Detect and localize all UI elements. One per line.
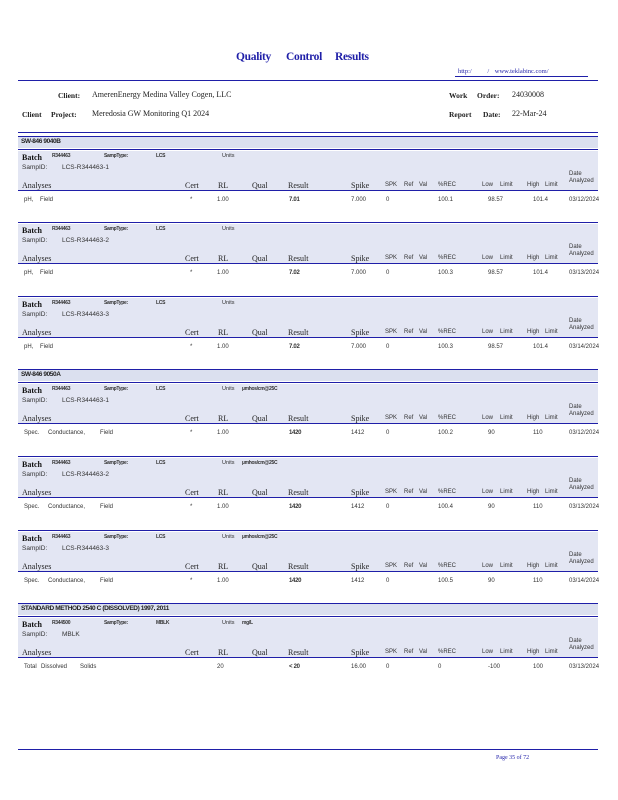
high-limit-value: 101.4: [533, 270, 549, 276]
analyzed-header: Analyzed: [569, 325, 594, 331]
analyte-word: Field: [100, 578, 114, 584]
samptype-value: MBLK: [156, 620, 170, 626]
analyte-word: Field: [100, 430, 114, 436]
analyte-word: Solids: [80, 664, 97, 670]
client-value: AmerenEnergy Medina Valley Cogen, LLC: [92, 90, 232, 99]
spike-value: 1412: [351, 578, 365, 584]
units-label: Units: [222, 534, 235, 540]
samptype-label: SampType:: [104, 534, 128, 540]
date-analyzed-value: 03/13/2024: [569, 504, 600, 510]
col-spike: Spike: [351, 414, 370, 423]
col-high: High: [527, 182, 540, 188]
col-low: Low: [482, 415, 494, 421]
sampid-value: LCS-R344463-1: [62, 164, 109, 171]
cert-value: *: [190, 430, 193, 436]
project-value: Meredosia GW Monitoring Q1 2024: [92, 109, 210, 118]
date-header: Date: [569, 244, 582, 250]
units-value: µmhos/cm@25C: [242, 460, 278, 466]
col-rl: RL: [218, 181, 229, 190]
cert-value: *: [190, 504, 193, 510]
col-analyses: Analyses: [22, 648, 52, 657]
date-analyzed-value: 03/12/2024: [569, 197, 600, 203]
col-analyses: Analyses: [22, 328, 52, 337]
col-ref: Ref: [404, 563, 414, 569]
col-cert: Cert: [185, 414, 199, 423]
header-rule-top: [18, 80, 598, 81]
rec-value: 100.4: [438, 504, 454, 510]
col-rl: RL: [218, 328, 229, 337]
samptype-label: SampType:: [104, 460, 128, 466]
analyte-word: Dissolved: [41, 664, 68, 670]
samptype-value: LCS: [156, 460, 166, 466]
col-low: Low: [482, 255, 494, 261]
batch-label: Batch: [22, 226, 42, 235]
footer-rule: [18, 749, 598, 750]
analyte-word: Field: [40, 344, 54, 350]
high-limit-value: 110: [533, 578, 543, 584]
analyzed-header: Analyzed: [569, 645, 594, 651]
title-word-quality: Quality: [236, 51, 271, 63]
col-val: Val: [419, 415, 428, 421]
rec-value: 0: [438, 664, 442, 670]
analyte-word: Field: [40, 270, 54, 276]
units-value: mg/L: [242, 620, 253, 626]
samptype-label: SampType:: [104, 226, 128, 232]
cert-value: *: [190, 270, 193, 276]
col-ref: Ref: [404, 489, 414, 495]
col-qual: Qual: [252, 414, 268, 423]
url-separator: /: [487, 68, 490, 75]
sampid-label: SampID:: [22, 471, 48, 478]
col-analyses: Analyses: [22, 254, 52, 263]
units-label: Units: [222, 620, 235, 626]
section-title: STANDARD METHOD 2540 C (DISSOLVED) 1997, 2011: [21, 605, 169, 612]
col-high-limit: Limit: [545, 255, 558, 261]
rl-value: 1.00: [217, 504, 229, 510]
analyte-word: Conductance,: [48, 504, 86, 510]
col-ref: Ref: [404, 255, 414, 261]
col-val: Val: [419, 563, 428, 569]
date-label: Date:: [483, 110, 501, 119]
spk-ref-value: 0: [386, 504, 390, 510]
low-limit-value: 90: [488, 504, 495, 510]
rl-value: 1.00: [217, 197, 229, 203]
batch-id: R344463: [52, 153, 71, 159]
col-val: Val: [419, 649, 428, 655]
col-low-limit: Limit: [500, 182, 513, 188]
col-low-limit: Limit: [500, 329, 513, 335]
batch-label: Batch: [22, 300, 42, 309]
section-header: [18, 369, 598, 381]
date-analyzed-value: 03/14/2024: [569, 344, 600, 350]
rl-value: 1.00: [217, 430, 229, 436]
result-value: 1420: [289, 430, 302, 436]
samptype-value: LCS: [156, 386, 166, 392]
analyte-word: Total: [24, 664, 37, 670]
col-ref: Ref: [404, 329, 414, 335]
project-label: Project:: [51, 110, 77, 119]
analyzed-header: Analyzed: [569, 559, 594, 565]
qc-batch-block: [18, 149, 598, 216]
project-label-client: Client: [22, 110, 42, 119]
header-underline: [18, 423, 598, 424]
date-header: Date: [569, 638, 582, 644]
spike-value: 1412: [351, 430, 365, 436]
rl-value: 1.00: [217, 270, 229, 276]
rl-value: 1.00: [217, 344, 229, 350]
col-analyses: Analyses: [22, 488, 52, 497]
sampid-label: SampID:: [22, 164, 48, 171]
col-low-limit: Limit: [500, 649, 513, 655]
url-underline: [455, 76, 588, 77]
date-header: Date: [569, 478, 582, 484]
url-site: www.teklabinc.com/: [494, 68, 549, 75]
date-analyzed-value: 03/12/2024: [569, 430, 600, 436]
units-label: Units: [222, 300, 235, 306]
analyte-word: pH,: [24, 344, 34, 350]
high-limit-value: 110: [533, 430, 543, 436]
col-spk: SPK: [385, 563, 398, 569]
samptype-value: LCS: [156, 534, 166, 540]
samptype-label: SampType:: [104, 620, 128, 626]
col-spike: Spike: [351, 254, 370, 263]
result-value: < 20: [289, 664, 300, 670]
high-limit-value: 101.4: [533, 197, 549, 203]
col-result: Result: [288, 328, 309, 337]
result-value: 7.01: [289, 197, 300, 203]
col-low: Low: [482, 563, 494, 569]
report-label: Report: [449, 110, 472, 119]
low-limit-value: 98.57: [488, 270, 504, 276]
col-high-limit: Limit: [545, 649, 558, 655]
col-rl: RL: [218, 562, 229, 571]
col-cert: Cert: [185, 181, 199, 190]
client-label: Client:: [58, 91, 81, 100]
analyzed-header: Analyzed: [569, 178, 594, 184]
col-rec: %REC: [438, 649, 457, 655]
rec-value: 100.2: [438, 430, 454, 436]
col-high-limit: Limit: [545, 563, 558, 569]
col-rl: RL: [218, 648, 229, 657]
col-low-limit: Limit: [500, 489, 513, 495]
col-low: Low: [482, 182, 494, 188]
low-limit-value: -100: [488, 664, 501, 670]
col-qual: Qual: [252, 181, 268, 190]
sampid-value: LCS-R344463-3: [62, 545, 109, 552]
units-label: Units: [222, 153, 235, 159]
date-analyzed-value: 03/13/2024: [569, 664, 600, 670]
col-spk: SPK: [385, 329, 398, 335]
units-label: Units: [222, 460, 235, 466]
header-underline: [18, 657, 598, 658]
col-cert: Cert: [185, 328, 199, 337]
high-limit-value: 100: [533, 664, 544, 670]
col-high-limit: Limit: [545, 329, 558, 335]
col-spike: Spike: [351, 181, 370, 190]
rl-value: 1.00: [217, 578, 229, 584]
batch-id: R344500: [52, 620, 71, 626]
sampid-label: SampID:: [22, 237, 48, 244]
header-underline: [18, 190, 598, 191]
date-header: Date: [569, 552, 582, 558]
date-header: Date: [569, 318, 582, 324]
report-date-value: 22-Mar-24: [512, 109, 547, 118]
col-val: Val: [419, 182, 428, 188]
col-rec: %REC: [438, 563, 457, 569]
col-low: Low: [482, 489, 494, 495]
col-rec: %REC: [438, 415, 457, 421]
col-low-limit: Limit: [500, 415, 513, 421]
col-rl: RL: [218, 488, 229, 497]
spk-ref-value: 0: [386, 578, 390, 584]
spike-value: 16.00: [351, 664, 367, 670]
sampid-label: SampID:: [22, 631, 48, 638]
spk-ref-value: 0: [386, 344, 390, 350]
title-word-results: Results: [335, 51, 369, 63]
col-low-limit: Limit: [500, 563, 513, 569]
samptype-label: SampType:: [104, 386, 128, 392]
units-value: µmhos/cm@25C: [242, 386, 278, 392]
batch-label: Batch: [22, 153, 42, 162]
batch-label: Batch: [22, 534, 42, 543]
col-low-limit: Limit: [500, 255, 513, 261]
spike-value: 1412: [351, 504, 365, 510]
col-qual: Qual: [252, 562, 268, 571]
qc-batch-block: [18, 530, 598, 597]
low-limit-value: 90: [488, 578, 495, 584]
qc-batch-block: [18, 616, 598, 683]
analyte-word: Spec.: [24, 430, 40, 436]
analyzed-header: Analyzed: [569, 485, 594, 491]
qc-batch-block: [18, 296, 598, 363]
spk-ref-value: 0: [386, 270, 390, 276]
batch-id: R344463: [52, 300, 71, 306]
col-spk: SPK: [385, 182, 398, 188]
col-result: Result: [288, 181, 309, 190]
col-ref: Ref: [404, 649, 414, 655]
section-title: SW-846 9050A: [21, 371, 61, 378]
batch-id: R344463: [52, 386, 71, 392]
col-high-limit: Limit: [545, 415, 558, 421]
date-analyzed-value: 03/14/2024: [569, 578, 600, 584]
low-limit-value: 98.57: [488, 197, 504, 203]
col-spk: SPK: [385, 255, 398, 261]
result-value: 1420: [289, 504, 302, 510]
units-value: µmhos/cm@25C: [242, 534, 278, 540]
work-order-value: 24030008: [512, 90, 544, 99]
qc-batch-block: [18, 382, 598, 449]
col-result: Result: [288, 562, 309, 571]
analyte-word: Conductance,: [48, 578, 86, 584]
col-result: Result: [288, 414, 309, 423]
col-low: Low: [482, 649, 494, 655]
analyte-word: Conductance,: [48, 430, 86, 436]
batch-id: R344463: [52, 534, 71, 540]
col-high: High: [527, 329, 540, 335]
col-qual: Qual: [252, 254, 268, 263]
url-prefix: http:/: [458, 68, 472, 75]
col-spk: SPK: [385, 489, 398, 495]
rl-value: 20: [217, 664, 224, 670]
sampid-value: MBLK: [62, 631, 80, 638]
col-result: Result: [288, 254, 309, 263]
analyte-word: Spec.: [24, 504, 40, 510]
page-number: Page 35 of 72: [496, 755, 530, 761]
section-header: [18, 136, 598, 148]
date-header: Date: [569, 404, 582, 410]
col-rl: RL: [218, 254, 229, 263]
col-rec: %REC: [438, 255, 457, 261]
low-limit-value: 90: [488, 430, 495, 436]
spk-ref-value: 0: [386, 664, 390, 670]
sampid-value: LCS-R344463-1: [62, 397, 109, 404]
analyzed-header: Analyzed: [569, 251, 594, 257]
result-value: 1420: [289, 578, 302, 584]
low-limit-value: 98.57: [488, 344, 504, 350]
samptype-value: LCS: [156, 300, 166, 306]
header-underline: [18, 571, 598, 572]
high-limit-value: 101.4: [533, 344, 549, 350]
col-high-limit: Limit: [545, 489, 558, 495]
batch-id: R344463: [52, 226, 71, 232]
section-title: SW-846 9040B: [21, 138, 61, 145]
cert-value: *: [190, 578, 193, 584]
col-high: High: [527, 649, 540, 655]
cert-value: *: [190, 344, 193, 350]
analyte-word: Field: [100, 504, 114, 510]
sampid-value: LCS-R344463-2: [62, 237, 109, 244]
sampid-label: SampID:: [22, 545, 48, 552]
col-cert: Cert: [185, 562, 199, 571]
analyte-word: Field: [40, 197, 54, 203]
col-rec: %REC: [438, 329, 457, 335]
col-high-limit: Limit: [545, 182, 558, 188]
sampid-value: LCS-R344463-2: [62, 471, 109, 478]
col-rec: %REC: [438, 182, 457, 188]
title-word-control: Control: [286, 51, 323, 63]
col-val: Val: [419, 329, 428, 335]
col-cert: Cert: [185, 254, 199, 263]
col-analyses: Analyses: [22, 562, 52, 571]
col-cert: Cert: [185, 648, 199, 657]
header-underline: [18, 337, 598, 338]
result-value: 7.02: [289, 270, 300, 276]
spk-ref-value: 0: [386, 430, 390, 436]
col-spk: SPK: [385, 415, 398, 421]
rec-value: 100.3: [438, 270, 454, 276]
analyte-word: pH,: [24, 270, 34, 276]
batch-label: Batch: [22, 460, 42, 469]
rec-value: 100.1: [438, 197, 454, 203]
analyte-word: pH,: [24, 197, 34, 203]
col-qual: Qual: [252, 328, 268, 337]
qc-batch-block: [18, 222, 598, 289]
spike-value: 7.000: [351, 197, 367, 203]
samptype-label: SampType:: [104, 300, 128, 306]
batch-label: Batch: [22, 386, 42, 395]
spike-value: 7.000: [351, 344, 367, 350]
rec-value: 100.3: [438, 344, 454, 350]
col-analyses: Analyses: [22, 414, 52, 423]
date-header: Date: [569, 171, 582, 177]
sampid-value: LCS-R344463-3: [62, 311, 109, 318]
batch-id: R344463: [52, 460, 71, 466]
col-spike: Spike: [351, 562, 370, 571]
high-limit-value: 110: [533, 504, 543, 510]
units-label: Units: [222, 386, 235, 392]
col-spk: SPK: [385, 649, 398, 655]
date-analyzed-value: 03/13/2024: [569, 270, 600, 276]
col-val: Val: [419, 255, 428, 261]
col-analyses: Analyses: [22, 181, 52, 190]
spk-ref-value: 0: [386, 197, 390, 203]
col-cert: Cert: [185, 488, 199, 497]
analyzed-header: Analyzed: [569, 411, 594, 417]
samptype-label: SampType:: [104, 153, 128, 159]
header-rule-bottom: [18, 132, 598, 133]
header-underline: [18, 263, 598, 264]
sampid-label: SampID:: [22, 397, 48, 404]
header-underline: [18, 497, 598, 498]
col-high: High: [527, 489, 540, 495]
order-label: Order:: [477, 91, 500, 100]
rec-value: 100.5: [438, 578, 454, 584]
qc-batch-block: [18, 456, 598, 523]
batch-label: Batch: [22, 620, 42, 629]
samptype-value: LCS: [156, 226, 166, 232]
col-ref: Ref: [404, 415, 414, 421]
col-rec: %REC: [438, 489, 457, 495]
work-label: Work: [449, 91, 468, 100]
section-header: [18, 603, 598, 615]
col-spike: Spike: [351, 648, 370, 657]
col-spike: Spike: [351, 328, 370, 337]
cert-value: *: [190, 197, 193, 203]
sampid-label: SampID:: [22, 311, 48, 318]
col-val: Val: [419, 489, 428, 495]
samptype-value: LCS: [156, 153, 166, 159]
col-qual: Qual: [252, 648, 268, 657]
col-high: High: [527, 255, 540, 261]
col-rl: RL: [218, 414, 229, 423]
lab-url[interactable]: [458, 68, 549, 75]
col-low: Low: [482, 329, 494, 335]
spike-value: 7.000: [351, 270, 367, 276]
col-qual: Qual: [252, 488, 268, 497]
col-result: Result: [288, 648, 309, 657]
col-result: Result: [288, 488, 309, 497]
result-value: 7.02: [289, 344, 300, 350]
analyte-word: Spec.: [24, 578, 40, 584]
col-high: High: [527, 563, 540, 569]
col-spike: Spike: [351, 488, 370, 497]
units-label: Units: [222, 226, 235, 232]
col-ref: Ref: [404, 182, 414, 188]
col-high: High: [527, 415, 540, 421]
